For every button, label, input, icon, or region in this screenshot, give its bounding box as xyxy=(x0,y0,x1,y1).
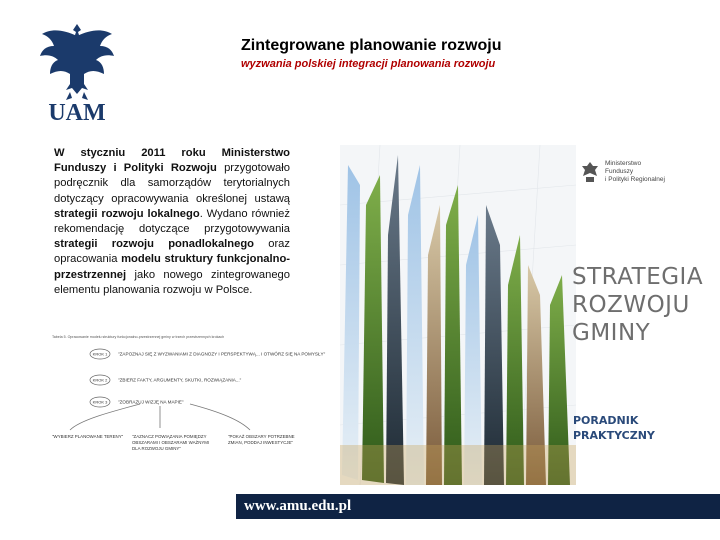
diagram-step-label: KROK 1 xyxy=(92,351,108,357)
diagram-step-text: "ZBIERZ FAKTY, ARGUMENTY, SKUTKI, ROZWIĄZANIA..." xyxy=(118,377,242,383)
ministry-label xyxy=(605,160,685,184)
poland-emblem-icon xyxy=(580,160,600,184)
uam-logo xyxy=(34,20,120,124)
diagram-caption: Tabela 5. Opracowanie modelu struktury funkcjonalno-przestrzennej gminy w trzech przestrzennych krokach xyxy=(52,335,225,339)
diagram-step-text: "ZOBRAZUJ WIZJĘ NA MAPIE" xyxy=(118,399,184,405)
body-segment: . Wydano również rekomendację dotyczące przygotowywania xyxy=(54,207,290,236)
process-diagram xyxy=(50,332,330,472)
page-subtitle: wyzwania polskiej integracji planowania rozwoju xyxy=(241,58,496,70)
diagram-step-text: "ZAPOZNAJ SIĘ Z WYZWANIAMI Z DIAGNOZY I PERSPEKTYWĄ... I OTWÓRZ SIĘ NA POMYSŁY" xyxy=(118,351,326,357)
diagram-step-label: KROK 2 xyxy=(92,377,108,383)
book-title-line: ROZWOJU xyxy=(572,292,690,318)
diagram-outcome: "ZAZNACZ POWIĄZANIA POMIĘDZY OBSZARAMI I OBSZARAMI WAŻNYMI DLA ROZWOJU GMINY" xyxy=(132,434,210,451)
book-cover xyxy=(340,145,704,485)
body-emphasis: W styczniu 2011 roku xyxy=(54,147,222,159)
ministry-line: Funduszy xyxy=(605,168,634,175)
diagram-arrows xyxy=(70,404,250,430)
page-title: Zintegrowane planowanie rozwoju xyxy=(241,37,502,54)
cover-photo-collage xyxy=(340,145,576,485)
ministry-line: Ministerstwo xyxy=(605,160,642,167)
footer-url[interactable]: www.amu.edu.pl xyxy=(244,498,352,514)
diagram-outcome: "WYBIERZ PLANOWANE TERENY" xyxy=(52,434,124,439)
book-title-line: STRATEGIA xyxy=(572,264,704,290)
body-segment: przygotowało podręcznik dla samorządów terytorialnych dotyczący opracowywania określonej ustawą xyxy=(54,162,290,205)
book-subtitle xyxy=(573,413,655,443)
diagram-step xyxy=(90,375,242,385)
diagram-step xyxy=(90,397,184,407)
body-paragraph xyxy=(54,146,290,298)
body-segment: jako nowego zintegrowanego elementu planowania rozwoju w Polsce. xyxy=(54,268,290,296)
book-title xyxy=(572,263,703,347)
body-emphasis: modelu struktury funkcjonalno-przestrzennej xyxy=(54,253,291,281)
body-emphasis: strategii rozwoju ponadlokalnego xyxy=(54,238,255,251)
ministry-line: i Polityki Regionalnej xyxy=(605,176,665,183)
diagram-step-label: KROK 3 xyxy=(92,399,108,405)
diagram-step xyxy=(90,349,326,359)
body-emphasis: strategii rozwoju lokalnego xyxy=(54,207,200,220)
diagram-outcome: "POKAŻ OBSZARY POTRZEBNE ZMIAN, PODDAJ INWESTYCJE" xyxy=(228,434,295,445)
eagle-emblem-icon xyxy=(40,24,114,100)
body-segment: oraz opracowania xyxy=(54,238,291,266)
book-title-line: GMINY xyxy=(572,320,651,346)
logo-text: UAM xyxy=(48,100,106,126)
book-subtitle-line: PRAKTYCZNY xyxy=(573,429,655,442)
body-emphasis: Ministerstwo Funduszy i Polityki Rozwoju xyxy=(54,147,290,175)
book-subtitle-line: PORADNIK xyxy=(573,414,639,427)
